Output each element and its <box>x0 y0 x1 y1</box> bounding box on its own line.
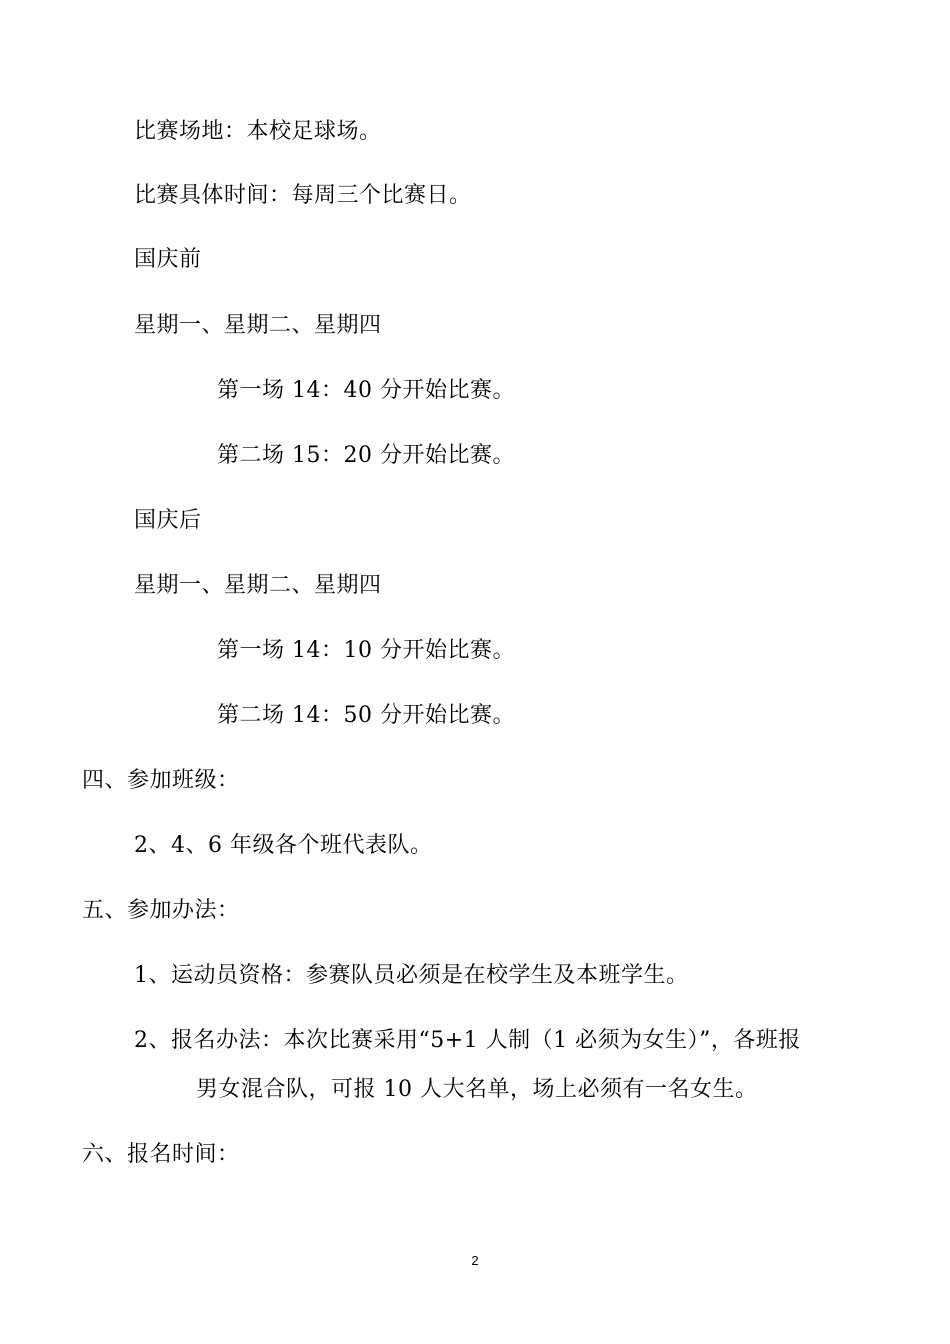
registration-method-line: 2、报名办法：本次比赛采用“5+1 人制（1 必须为女生）”，各班报 <box>134 1028 801 1053</box>
first-match-time-after: 第一场 14：10 分开始比赛。 <box>217 638 515 663</box>
section-four-heading: 四、参加班级： <box>82 768 240 793</box>
section-five-heading: 五、参加办法： <box>82 898 240 923</box>
eligibility-line: 1、运动员资格：参赛队员必须是在校学生及本班学生。 <box>134 963 689 988</box>
participating-grades-line: 2、4、6 年级各个班代表队。 <box>134 833 433 858</box>
weekdays-line-before: 星期一、星期二、星期四 <box>134 313 382 338</box>
schedule-line: 比赛具体时间：每周三个比赛日。 <box>134 183 472 208</box>
page-number: 2 <box>471 1253 479 1268</box>
weekdays-line-after: 星期一、星期二、星期四 <box>134 573 382 598</box>
before-national-day-heading: 国庆前 <box>134 247 202 272</box>
section-six-heading: 六、报名时间： <box>82 1142 240 1167</box>
second-match-time-before: 第二场 15：20 分开始比赛。 <box>217 443 515 468</box>
second-match-time-after: 第二场 14：50 分开始比赛。 <box>217 703 515 728</box>
registration-method-continuation: 男女混合队，可报 10 人大名单，场上必须有一名女生。 <box>196 1077 758 1102</box>
first-match-time-before: 第一场 14：40 分开始比赛。 <box>217 378 515 403</box>
after-national-day-heading: 国庆后 <box>134 508 202 533</box>
venue-line: 比赛场地：本校足球场。 <box>134 119 382 144</box>
